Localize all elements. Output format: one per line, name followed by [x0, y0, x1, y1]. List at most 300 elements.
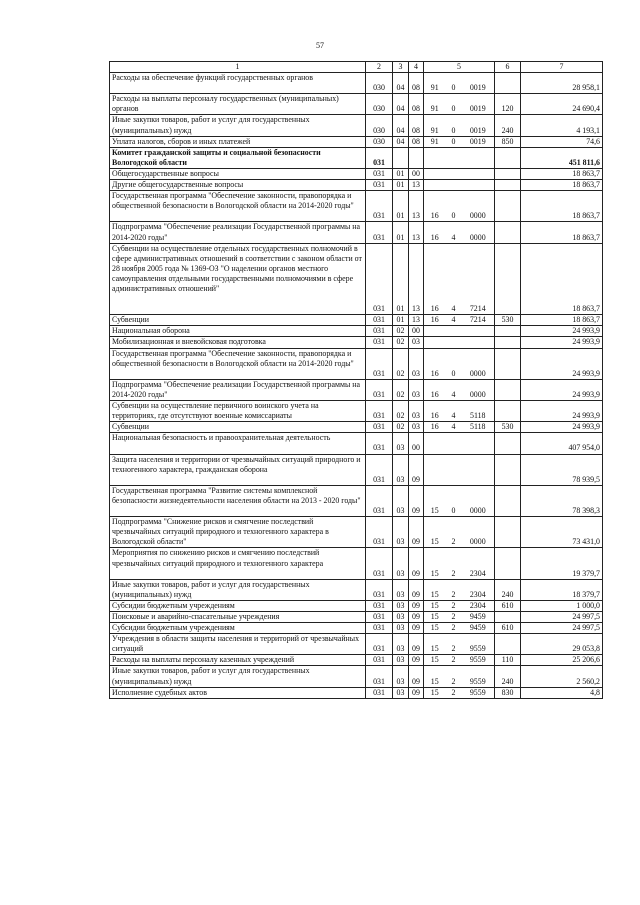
row-expense-type [495, 634, 521, 655]
row-section-code: 03 [393, 666, 409, 687]
row-target-program: 16 [424, 222, 446, 243]
row-admin-code: 031 [366, 191, 393, 222]
row-admin-code: 031 [366, 222, 393, 243]
table-row [110, 548, 603, 579]
row-target-direction: 0000 [462, 348, 495, 379]
row-name: Государственная программа "Обеспечение законности, правопорядка и общественной безопасности в Вологодской области на 2014-2020 годы" [110, 348, 366, 379]
row-admin-code: 031 [366, 422, 393, 433]
row-amount: 25 206,6 [521, 655, 603, 666]
table-row [110, 485, 603, 516]
row-target-direction: 0000 [462, 379, 495, 400]
row-admin-code: 030 [366, 73, 393, 94]
row-target-subprogram: 2 [446, 600, 462, 611]
row-subsection-code: 09 [409, 485, 424, 516]
row-target-program [424, 147, 446, 168]
row-expense-type: 610 [495, 600, 521, 611]
row-section-code: 03 [393, 600, 409, 611]
row-target-direction: 0019 [462, 136, 495, 147]
row-target-subprogram: 0 [446, 115, 462, 136]
row-subsection-code: 00 [409, 326, 424, 337]
row-section-code: 03 [393, 548, 409, 579]
row-admin-code: 031 [366, 401, 393, 422]
row-target-subprogram: 4 [446, 379, 462, 400]
row-target-direction: 9459 [462, 623, 495, 634]
row-target-subprogram: 2 [446, 623, 462, 634]
row-amount: 73 431,0 [521, 517, 603, 548]
table-row [110, 579, 603, 600]
row-target-subprogram: 0 [446, 136, 462, 147]
row-target-program: 15 [424, 623, 446, 634]
row-target-subprogram: 2 [446, 548, 462, 579]
row-amount: 24 993,9 [521, 348, 603, 379]
row-subsection-code: 03 [409, 422, 424, 433]
row-target-direction: 0000 [462, 517, 495, 548]
row-admin-code: 031 [366, 600, 393, 611]
row-name: Исполнение судебных актов [110, 687, 366, 698]
row-expense-type: 610 [495, 623, 521, 634]
row-expense-type: 240 [495, 115, 521, 136]
row-name: Расходы на выплаты персоналу казенных учреждений [110, 655, 366, 666]
row-expense-type: 530 [495, 315, 521, 326]
row-section-code: 02 [393, 337, 409, 348]
row-admin-code: 031 [366, 485, 393, 516]
row-admin-code: 030 [366, 94, 393, 115]
row-target-direction: 5118 [462, 401, 495, 422]
row-section-code: 03 [393, 634, 409, 655]
row-subsection-code: 08 [409, 136, 424, 147]
row-target-direction [462, 326, 495, 337]
row-expense-type: 240 [495, 666, 521, 687]
row-expense-type [495, 168, 521, 179]
table-row [110, 94, 603, 115]
row-amount: 18 379,7 [521, 579, 603, 600]
row-section-code: 01 [393, 168, 409, 179]
row-name: Расходы на обеспечение функций государственных органов [110, 73, 366, 94]
row-name: Поисковые и аварийно-спасательные учреждения [110, 612, 366, 623]
row-name: Защита населения и территории от чрезвычайных ситуаций природного и техногенного характера, гражданская оборона [110, 454, 366, 485]
row-amount: 18 863,7 [521, 191, 603, 222]
row-target-program: 16 [424, 379, 446, 400]
row-subsection-code: 08 [409, 73, 424, 94]
row-target-direction [462, 180, 495, 191]
row-subsection-code: 09 [409, 548, 424, 579]
row-target-direction [462, 168, 495, 179]
table-row [110, 655, 603, 666]
row-name: Субсидии бюджетным учреждениям [110, 600, 366, 611]
row-amount: 1 000,0 [521, 600, 603, 611]
row-target-program [424, 454, 446, 485]
row-section-code: 04 [393, 136, 409, 147]
row-admin-code: 031 [366, 666, 393, 687]
row-name: Субвенции [110, 422, 366, 433]
row-target-direction: 2304 [462, 548, 495, 579]
row-expense-type: 110 [495, 655, 521, 666]
row-target-subprogram: 4 [446, 222, 462, 243]
row-subsection-code: 08 [409, 115, 424, 136]
row-target-subprogram [446, 168, 462, 179]
table-row [110, 168, 603, 179]
row-amount: 24 997,5 [521, 612, 603, 623]
row-target-direction: 9559 [462, 687, 495, 698]
budget-table [109, 61, 603, 699]
table-row [110, 687, 603, 698]
row-amount: 29 053,8 [521, 634, 603, 655]
row-name: Подпрограмма "Обеспечение реализации Государственной программы на 2014-2020 годы" [110, 222, 366, 243]
row-section-code [393, 147, 409, 168]
row-expense-type [495, 191, 521, 222]
row-target-subprogram: 2 [446, 612, 462, 623]
header-cell-5: 5 [424, 62, 495, 73]
row-subsection-code: 08 [409, 94, 424, 115]
page-number: 57 [316, 41, 324, 50]
row-subsection-code: 09 [409, 517, 424, 548]
row-amount: 74,6 [521, 136, 603, 147]
row-subsection-code: 13 [409, 243, 424, 315]
table-row [110, 315, 603, 326]
table-row [110, 180, 603, 191]
table-row [110, 634, 603, 655]
row-target-program: 15 [424, 579, 446, 600]
row-amount: 2 560,2 [521, 666, 603, 687]
table-header-row [110, 62, 603, 73]
row-target-subprogram: 0 [446, 94, 462, 115]
row-admin-code: 031 [366, 579, 393, 600]
row-subsection-code: 13 [409, 315, 424, 326]
row-target-subprogram: 4 [446, 315, 462, 326]
row-admin-code: 031 [366, 147, 393, 168]
row-admin-code: 031 [366, 243, 393, 315]
row-target-program: 15 [424, 548, 446, 579]
row-target-subprogram [446, 180, 462, 191]
row-target-direction [462, 337, 495, 348]
row-target-subprogram [446, 326, 462, 337]
row-amount: 24 993,9 [521, 401, 603, 422]
row-target-direction [462, 454, 495, 485]
row-target-program: 91 [424, 73, 446, 94]
row-subsection-code: 13 [409, 191, 424, 222]
table-row [110, 73, 603, 94]
row-admin-code: 031 [366, 454, 393, 485]
row-name: Субсидии бюджетным учреждениям [110, 623, 366, 634]
table-row [110, 517, 603, 548]
row-target-subprogram [446, 433, 462, 454]
row-section-code: 02 [393, 422, 409, 433]
row-subsection-code [409, 147, 424, 168]
row-target-direction: 0000 [462, 191, 495, 222]
row-section-code: 01 [393, 180, 409, 191]
row-section-code: 03 [393, 687, 409, 698]
row-target-program: 91 [424, 136, 446, 147]
row-subsection-code: 03 [409, 401, 424, 422]
row-amount: 24 690,4 [521, 94, 603, 115]
table-row [110, 147, 603, 168]
table-row [110, 623, 603, 634]
row-section-code: 01 [393, 222, 409, 243]
row-admin-code: 031 [366, 168, 393, 179]
row-amount: 18 863,7 [521, 180, 603, 191]
row-target-subprogram: 2 [446, 634, 462, 655]
row-expense-type: 530 [495, 422, 521, 433]
row-name: Комитет гражданской защиты и социальной безопасности Вологодской области [110, 147, 366, 168]
row-target-program: 15 [424, 600, 446, 611]
row-amount: 18 863,7 [521, 243, 603, 315]
row-target-program: 15 [424, 655, 446, 666]
row-section-code: 03 [393, 433, 409, 454]
row-target-program: 16 [424, 243, 446, 315]
row-expense-type [495, 433, 521, 454]
row-expense-type [495, 517, 521, 548]
row-admin-code: 031 [366, 337, 393, 348]
row-target-direction: 0019 [462, 94, 495, 115]
row-target-program: 15 [424, 634, 446, 655]
row-subsection-code: 03 [409, 348, 424, 379]
row-target-subprogram: 0 [446, 191, 462, 222]
table-row [110, 433, 603, 454]
table-row [110, 612, 603, 623]
row-section-code: 03 [393, 579, 409, 600]
row-expense-type [495, 348, 521, 379]
row-subsection-code: 00 [409, 433, 424, 454]
row-target-subprogram: 4 [446, 422, 462, 433]
row-target-direction [462, 147, 495, 168]
row-amount: 24 993,9 [521, 379, 603, 400]
row-target-program: 16 [424, 315, 446, 326]
table-row [110, 379, 603, 400]
row-section-code: 01 [393, 243, 409, 315]
row-amount: 4,8 [521, 687, 603, 698]
row-expense-type [495, 73, 521, 94]
row-expense-type [495, 337, 521, 348]
row-target-program: 15 [424, 485, 446, 516]
row-expense-type [495, 147, 521, 168]
table-row [110, 337, 603, 348]
row-section-code: 04 [393, 115, 409, 136]
table-row [110, 422, 603, 433]
row-target-subprogram: 4 [446, 401, 462, 422]
row-target-program: 15 [424, 666, 446, 687]
row-target-subprogram: 2 [446, 579, 462, 600]
row-target-program: 15 [424, 612, 446, 623]
row-name: Иные закупки товаров, работ и услуг для государственных (муниципальных) нужд [110, 579, 366, 600]
row-name: Субвенции на осуществление первичного воинского учета на территориях, где отсутствуют военные комиссариаты [110, 401, 366, 422]
row-amount: 4 193,1 [521, 115, 603, 136]
header-cell-6: 6 [495, 62, 521, 73]
row-target-subprogram: 0 [446, 348, 462, 379]
row-amount: 19 379,7 [521, 548, 603, 579]
row-expense-type [495, 612, 521, 623]
row-section-code: 03 [393, 454, 409, 485]
header-cell-1: 1 [110, 62, 366, 73]
row-admin-code: 030 [366, 136, 393, 147]
row-section-code: 03 [393, 517, 409, 548]
row-expense-type [495, 485, 521, 516]
row-expense-type: 240 [495, 579, 521, 600]
row-section-code: 01 [393, 315, 409, 326]
row-target-direction: 9559 [462, 634, 495, 655]
row-admin-code: 031 [366, 433, 393, 454]
row-amount: 78 939,5 [521, 454, 603, 485]
row-name: Субвенции [110, 315, 366, 326]
row-expense-type: 120 [495, 94, 521, 115]
table-body [110, 62, 603, 699]
table-row [110, 348, 603, 379]
row-subsection-code: 09 [409, 579, 424, 600]
table-row [110, 666, 603, 687]
row-expense-type [495, 180, 521, 191]
row-target-direction: 2304 [462, 600, 495, 611]
row-target-program: 16 [424, 422, 446, 433]
table-row [110, 600, 603, 611]
row-subsection-code: 09 [409, 612, 424, 623]
row-amount: 24 993,9 [521, 326, 603, 337]
row-amount: 18 863,7 [521, 222, 603, 243]
row-section-code: 02 [393, 401, 409, 422]
row-target-subprogram: 2 [446, 655, 462, 666]
row-target-program: 16 [424, 191, 446, 222]
row-target-subprogram: 2 [446, 687, 462, 698]
row-expense-type [495, 454, 521, 485]
row-subsection-code: 09 [409, 687, 424, 698]
row-target-direction: 9459 [462, 612, 495, 623]
row-name: Мероприятия по снижению рисков и смягчению последствий чрезвычайных ситуаций природного и техногенного характера [110, 548, 366, 579]
row-name: Национальная безопасность и правоохранительная деятельность [110, 433, 366, 454]
header-cell-4: 4 [409, 62, 424, 73]
row-name: Расходы на выплаты персоналу государственных (муниципальных) органов [110, 94, 366, 115]
row-subsection-code: 09 [409, 454, 424, 485]
row-subsection-code: 03 [409, 337, 424, 348]
row-subsection-code: 13 [409, 180, 424, 191]
row-target-direction: 0000 [462, 222, 495, 243]
row-name: Подпрограмма "Снижение рисков и смягчение последствий чрезвычайных ситуаций природного и техногенного характера в Вологодской области" [110, 517, 366, 548]
row-target-subprogram [446, 454, 462, 485]
row-target-direction: 0000 [462, 485, 495, 516]
row-amount: 451 811,6 [521, 147, 603, 168]
row-section-code: 03 [393, 655, 409, 666]
row-section-code: 03 [393, 485, 409, 516]
row-name: Государственная программа "Обеспечение законности, правопорядка и общественной безопасности в Вологодской области на 2014-2020 годы" [110, 191, 366, 222]
row-subsection-code: 09 [409, 600, 424, 611]
table-row [110, 115, 603, 136]
header-cell-2: 2 [366, 62, 393, 73]
row-admin-code: 031 [366, 517, 393, 548]
row-target-direction: 9559 [462, 655, 495, 666]
row-section-code: 02 [393, 326, 409, 337]
row-name: Учреждения в области защиты населения и территорий от чрезвычайных ситуаций [110, 634, 366, 655]
row-subsection-code: 09 [409, 666, 424, 687]
row-name: Национальная оборона [110, 326, 366, 337]
row-target-subprogram: 4 [446, 243, 462, 315]
row-expense-type [495, 548, 521, 579]
row-target-direction: 7214 [462, 243, 495, 315]
row-target-subprogram [446, 147, 462, 168]
table-row [110, 326, 603, 337]
row-admin-code: 031 [366, 379, 393, 400]
row-section-code: 03 [393, 612, 409, 623]
row-admin-code: 031 [366, 180, 393, 191]
table-row [110, 222, 603, 243]
row-name: Иные закупки товаров, работ и услуг для государственных (муниципальных) нужд [110, 115, 366, 136]
row-name: Другие общегосударственные вопросы [110, 180, 366, 191]
row-target-direction: 9559 [462, 666, 495, 687]
row-amount: 78 398,3 [521, 485, 603, 516]
table-row [110, 454, 603, 485]
row-amount: 18 863,7 [521, 168, 603, 179]
row-subsection-code: 09 [409, 655, 424, 666]
row-section-code: 04 [393, 73, 409, 94]
row-target-program [424, 433, 446, 454]
table-row [110, 243, 603, 315]
row-section-code: 03 [393, 623, 409, 634]
row-target-direction: 2304 [462, 579, 495, 600]
row-target-direction: 0019 [462, 73, 495, 94]
row-subsection-code: 00 [409, 168, 424, 179]
row-name: Уплата налогов, сборов и иных платежей [110, 136, 366, 147]
row-admin-code: 030 [366, 115, 393, 136]
header-cell-3: 3 [393, 62, 409, 73]
row-target-direction: 5118 [462, 422, 495, 433]
row-target-direction [462, 433, 495, 454]
row-name: Иные закупки товаров, работ и услуг для государственных (муниципальных) нужд [110, 666, 366, 687]
row-admin-code: 031 [366, 348, 393, 379]
row-admin-code: 031 [366, 634, 393, 655]
table-row [110, 401, 603, 422]
table-row [110, 191, 603, 222]
row-target-program: 91 [424, 94, 446, 115]
row-amount: 28 958,1 [521, 73, 603, 94]
row-amount: 18 863,7 [521, 315, 603, 326]
row-target-direction: 7214 [462, 315, 495, 326]
row-amount: 24 997,5 [521, 623, 603, 634]
row-target-subprogram: 0 [446, 73, 462, 94]
row-name: Подпрограмма "Обеспечение реализации Государственной программы на 2014-2020 годы" [110, 379, 366, 400]
row-name: Государственная программа "Развитие системы комплексной безопасности жизнедеятельности населения области на 2013 - 2020 годы" [110, 485, 366, 516]
row-target-direction: 0019 [462, 115, 495, 136]
row-amount: 24 993,9 [521, 337, 603, 348]
row-expense-type: 850 [495, 136, 521, 147]
row-section-code: 02 [393, 348, 409, 379]
row-admin-code: 031 [366, 687, 393, 698]
row-expense-type [495, 401, 521, 422]
row-admin-code: 031 [366, 326, 393, 337]
row-expense-type [495, 326, 521, 337]
row-target-program [424, 326, 446, 337]
row-admin-code: 031 [366, 612, 393, 623]
row-target-program: 15 [424, 687, 446, 698]
row-section-code: 02 [393, 379, 409, 400]
row-target-subprogram: 2 [446, 666, 462, 687]
row-name: Субвенции на осуществление отдельных государственных полномочий в сфере административных отношений в соответствии с законом области от 28 ноября 2005 года № 1369-ОЗ "О наделении органов местного самоуправления отдельными государственными полномочиями в сфере административных отношений" [110, 243, 366, 315]
row-target-program: 15 [424, 517, 446, 548]
row-expense-type [495, 222, 521, 243]
row-admin-code: 031 [366, 548, 393, 579]
row-expense-type [495, 243, 521, 315]
row-target-program [424, 337, 446, 348]
row-expense-type: 830 [495, 687, 521, 698]
row-subsection-code: 13 [409, 222, 424, 243]
row-admin-code: 031 [366, 655, 393, 666]
table-row [110, 136, 603, 147]
row-section-code: 04 [393, 94, 409, 115]
row-target-program [424, 168, 446, 179]
row-target-subprogram: 2 [446, 517, 462, 548]
row-admin-code: 031 [366, 315, 393, 326]
row-subsection-code: 09 [409, 623, 424, 634]
row-expense-type [495, 379, 521, 400]
row-target-subprogram: 0 [446, 485, 462, 516]
row-target-program [424, 180, 446, 191]
row-section-code: 01 [393, 191, 409, 222]
row-admin-code: 031 [366, 623, 393, 634]
